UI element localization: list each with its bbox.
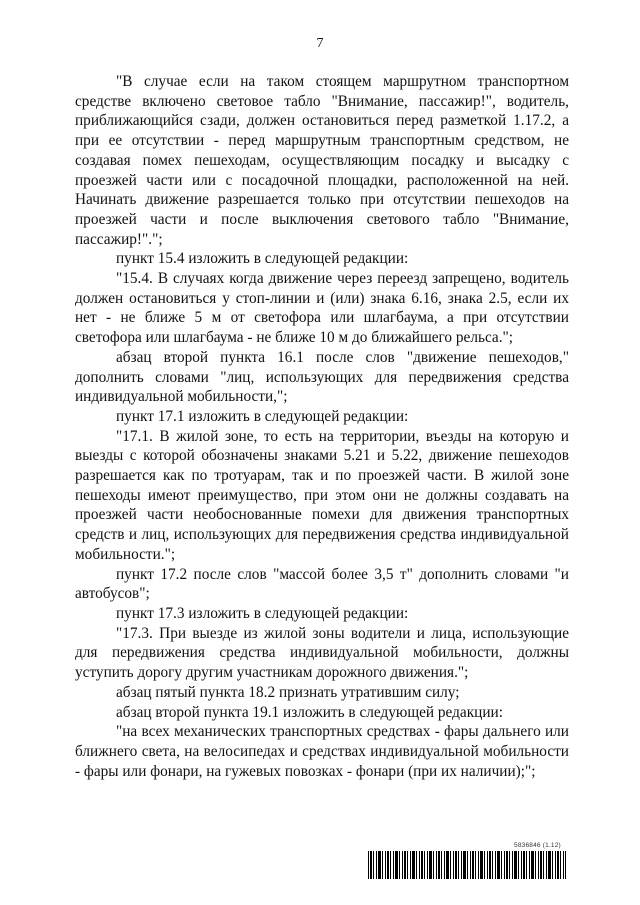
paragraph: "17.1. В жилой зоне, то есть на территории, въезды на которую и выезды с которой обозначены знаками 5.21 и 5.22, движение пешеходов разрешается как по тротуарам, так и по проезжей части. В жилой зоне пешеходы имеют преимущество, при этом они не должны создавать на проезжей части необоснованные помехи для движения транспортных средств и лиц, использующих для передвижения средства индивидуальной мобильности."; (75, 427, 569, 563)
paragraph: "на всех механических транспортных средствах - фары дальнего или ближнего света, на велосипедах и средствах индивидуальной мобильности - фары или фонари, на гужевых повозках - фонари (при их наличии);"; (75, 723, 569, 780)
paragraph: пункт 17.3 изложить в следующей редакции: (116, 604, 409, 622)
barcode (368, 851, 566, 879)
page-number: 7 (316, 36, 324, 51)
document-body (75, 72, 569, 781)
paragraph: пункт 15.4 изложить в следующей редакции: (116, 250, 409, 268)
paragraph: "В случае если на таком стоящем маршрутном транспортном средстве включено световое табло "Внимание, пассажир!", водитель, приближающийся сзади, должен остановиться перед разметкой 1.17.2, а при ее отсутствии - перед маршрутным транспортным средством, не создавая помех пешеходам, осуществляющим посадку и высадку с проезжей части или с посадочной площадки, расположенной на ней. Начинать движение разрешается только при отсутствии пешеходов на проезжей части и после выключения светового табло "Внимание, пассажир!"."; (75, 73, 569, 248)
paragraph: пункт 17.1 изложить в следующей редакции: (116, 407, 409, 425)
barcode-caption: 5836846 (1.12) (514, 842, 561, 849)
paragraph: абзац второй пункта 16.1 после слов "движение пешеходов," дополнить словами "лиц, использующих для передвижения средства индивидуальной мобильности,"; (75, 348, 569, 406)
paragraph: абзац пятый пункта 18.2 признать утратившим силу; (116, 683, 460, 701)
paragraph: абзац второй пункта 19.1 изложить в следующей редакции: (116, 703, 503, 721)
paragraph: пункт 17.2 после слов "массой более 3,5 т" дополнить словами "и автобусов"; (75, 565, 569, 603)
paragraph: "17.3. При выезде из жилой зоны водители и лица, использующие для передвижения средства индивидуальной мобильности, должны уступить дорогу другим участникам дорожного движения."; (75, 624, 569, 682)
paragraph: "15.4. В случаях когда движение через переезд запрещено, водитель должен остановиться у стоп-линии и (или) знака 6.16, знака 2.5, если их нет - не ближе 5 м от светофора или шлагбаума, а при отсутствии светофора или шлагбаума - не ближе 10 м до ближайшего рельса."; (75, 270, 569, 347)
